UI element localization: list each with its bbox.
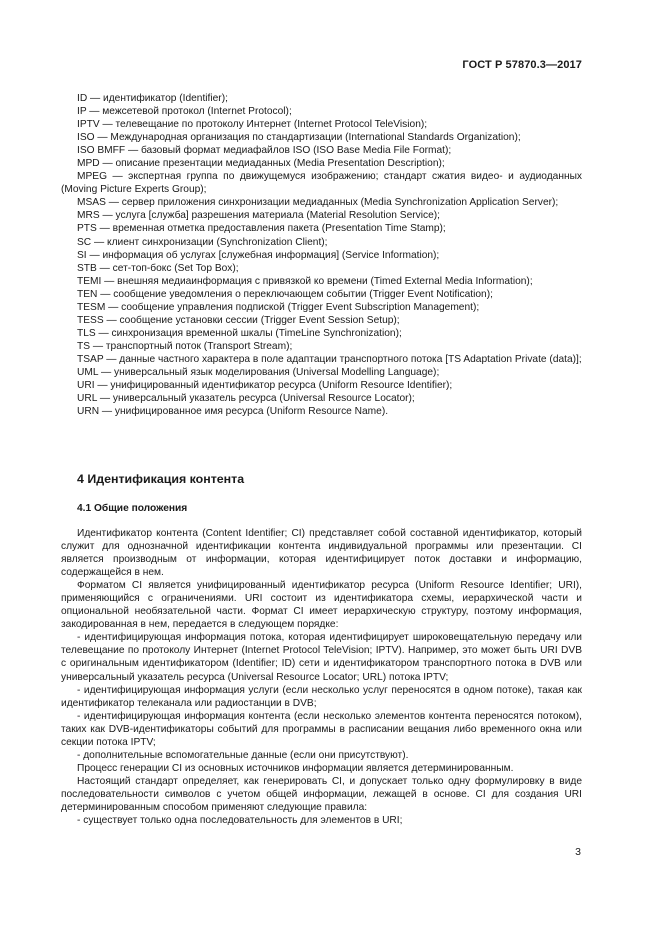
abbreviation-item: IP — межсетевой протокол (Internet Protocol); xyxy=(77,106,292,118)
abbreviation-item: MRS — услуга [служба] разрешения материала (Material Resolution Service); xyxy=(77,210,440,222)
section-title: 4 Идентификация контента xyxy=(77,472,245,486)
page-number: 3 xyxy=(575,846,581,858)
abbreviation-item: MPEG — экспертная группа по движущемуся изображению; стандарт сжатия видео- и аудиоданных (Moving Picture Experts Group); xyxy=(61,171,582,196)
abbreviation-item: ID — идентификатор (Identifier); xyxy=(77,93,228,104)
abbreviation-item: STB — сет-топ-бокс (Set Top Box); xyxy=(77,262,239,274)
abbreviation-item: URN — унифицированное имя ресурса (Uniform Resource Name). xyxy=(77,406,389,418)
abbreviation-item: UML — универсальный язык моделирования (Universal Modelling Language); xyxy=(77,366,440,378)
abbreviation-item: TESS — сообщение установки сессии (Trigger Event Session Setup); xyxy=(77,314,400,326)
list-item: - существует только одна последовательность для элементов в URI; xyxy=(77,815,403,827)
paragraph: Настоящий стандарт определяет, как генерировать CI, и допускает только одну формулировку в виде последовательности символов с учетом общей информации, лежащей в основе. CI для создания URI детерминированным способом применяют следующие правила: xyxy=(61,775,582,813)
section-body xyxy=(61,527,582,827)
abbreviation-item: TSAP — данные частного характера в поле адаптации транспортного потока [TS Adaptation Private (data)]; xyxy=(77,353,582,365)
list-item: - идентифицирующая информация потока, которая идентифицирует широковещательную передачу или телевещание по протоколу Интернет (Internet Protocol TeleVision; IPTV). Например, это может быть URI DVB с оригинальным идентификатором (Identifier; ID) сети и идентификатором транспортного потока в DVB или универсальный указатель ресурса (Universal Resource Locator; URL) потока IPTV; xyxy=(61,632,582,683)
subsection-title: 4.1 Общие положения xyxy=(77,503,188,514)
abbreviations-list xyxy=(61,92,582,418)
document-id-header: ГОСТ Р 57870.3—2017 xyxy=(462,59,582,71)
abbreviation-item: ISO BMFF — базовый формат медиафайлов ISO (ISO Base Media File Format); xyxy=(77,145,452,157)
list-item: - идентифицирующая информация контента (если несколько элементов контента переносятся потоком), таких как DVB-идентификаторы событий для программы в расписании вещания либо временного окна или секции потока IPTV; xyxy=(61,710,582,748)
abbreviation-item: MSAS — сервер приложения синхронизации медиаданных (Media Synchronization Application Server); xyxy=(77,197,559,209)
paragraph: Форматом CI является унифицированный идентификатор ресурса (Uniform Resource Identifier; URI), применяющийся с ограничениями. URI состоит из идентификатора схемы, иерархической части и опциональной необязательной части. Формат CI имеет иерархическую структуру, поэтому информация, закодированная в нем, передается в следующем порядке: xyxy=(61,580,582,631)
abbreviation-item: TLS — синхронизация временной шкалы (TimeLine Synchronization); xyxy=(77,327,402,339)
list-item: - идентифицирующая информация услуги (если несколько услуг переносятся в одном потоке), такая как идентификатор телеканала или радиостанции в DVB; xyxy=(61,684,582,709)
abbreviation-item: TS — транспортный поток (Transport Stream); xyxy=(77,340,293,352)
abbreviation-item: MPD — описание презентации медиаданных (Media Presentation Description); xyxy=(77,158,445,170)
abbreviation-item: TEMI — внешняя медиаинформация с привязкой ко времени (Timed External Media Information); xyxy=(77,275,533,287)
abbreviation-item: SC — клиент синхронизации (Synchronization Client); xyxy=(77,236,328,248)
abbreviation-item: URI — унифицированный идентификатор ресурса (Uniform Resource Identifier); xyxy=(77,380,453,392)
abbreviation-item: TEN — сообщение уведомления о переключающем событии (Trigger Event Notification); xyxy=(77,288,493,300)
abbreviation-item: TESM — сообщение управления подпиской (Trigger Event Subscription Management); xyxy=(77,301,480,313)
abbreviation-item: ISO — Международная организация по стандартизации (International Standards Organization); xyxy=(77,132,521,144)
abbreviation-item: SI — информация об услугах [служебная информация] (Service Information); xyxy=(77,249,440,261)
abbreviation-item: IPTV — телевещание по протоколу Интернет (Internet Protocol TeleVision); xyxy=(77,119,428,131)
abbreviation-item: PTS — временная отметка предоставления пакета (Presentation Time Stamp); xyxy=(77,223,446,235)
list-item: - дополнительные вспомогательные данные (если они присутствуют). xyxy=(77,749,409,761)
abbreviation-item: URL — универсальный указатель ресурса (Universal Resource Locator); xyxy=(77,393,415,405)
paragraph: Идентификатор контента (Content Identifier; CI) представляет собой составной идентификатор, который служит для однозначной идентификации контента индивидуальной программы или презентации. CI является производным от информации, которая идентифицирует поток доставки и информацию, содержащейся в нем. xyxy=(61,528,582,579)
paragraph: Процесс генерации CI из основных источников информации является детерминированным. xyxy=(77,762,514,774)
